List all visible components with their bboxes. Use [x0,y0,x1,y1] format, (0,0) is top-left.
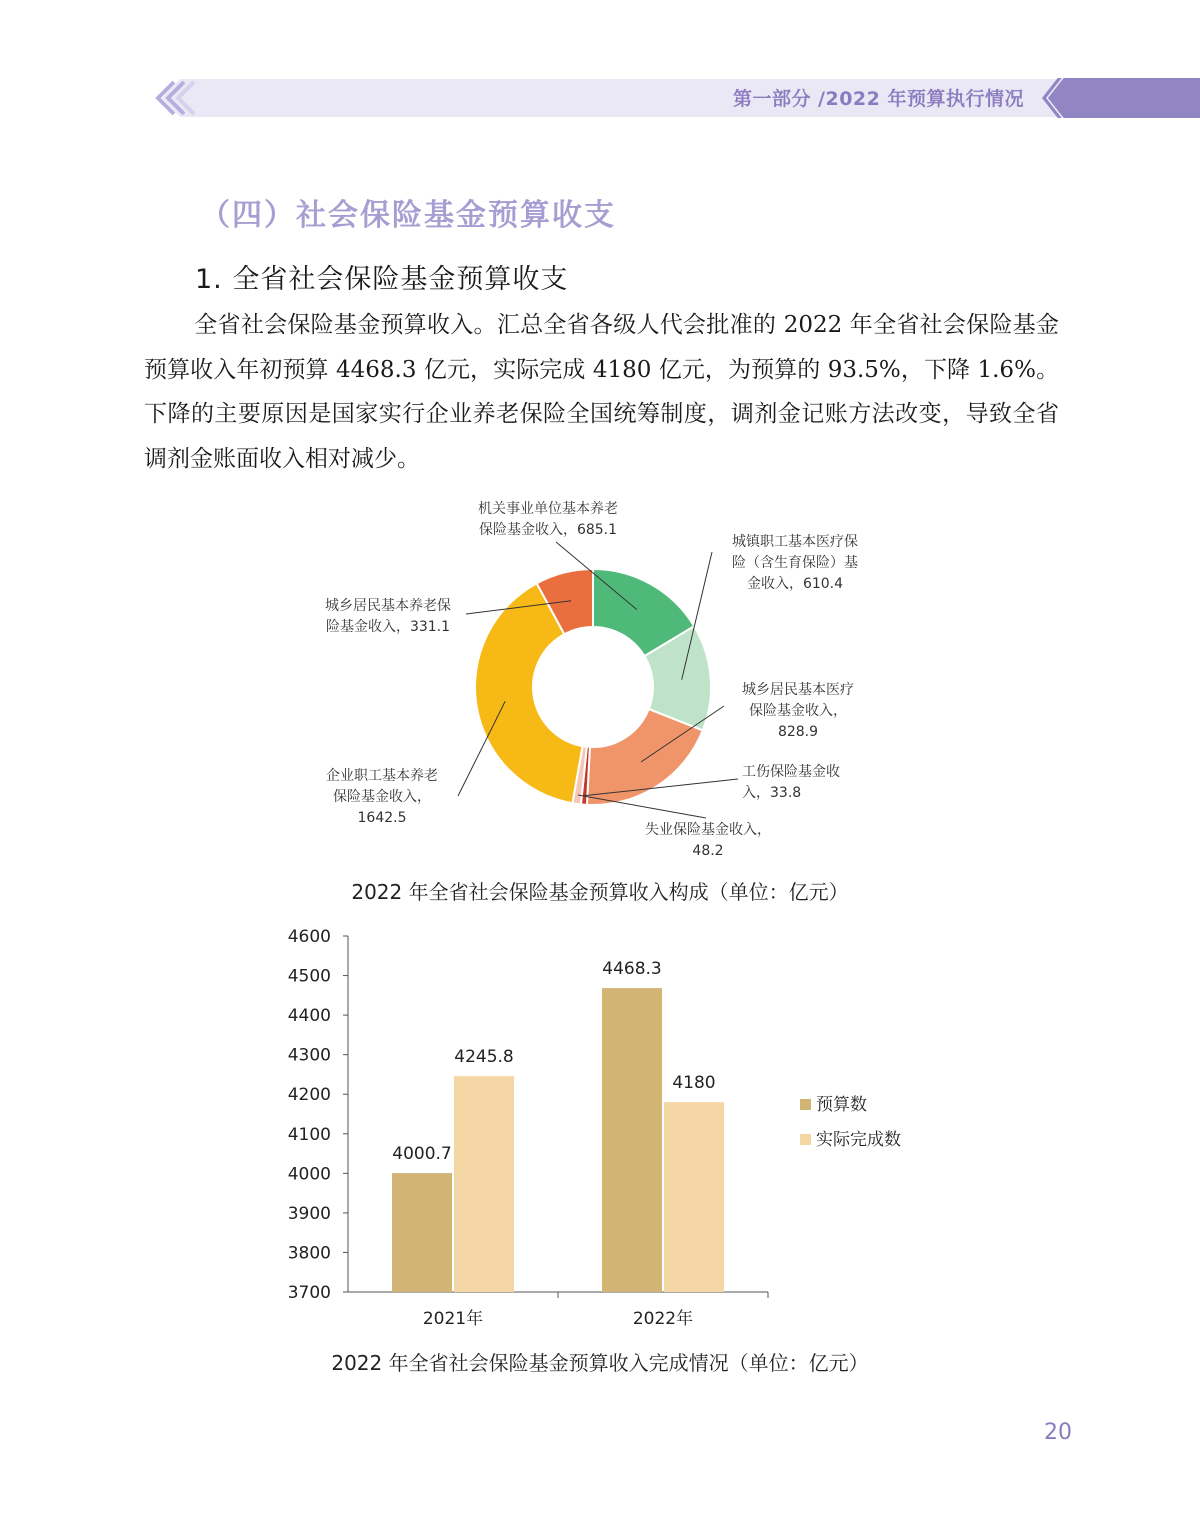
x-category-label: 2022年 [632,1309,694,1329]
donut-slice-label: 48.2 [692,843,724,859]
bar-data-label: 4468.3 [602,959,662,980]
legend-label: 实际完成数 [816,1130,901,1150]
y-tick-label: 4100 [287,1124,331,1145]
bar-data-label: 4180 [672,1073,716,1094]
donut-slice-label: 城乡居民基本医疗 [742,682,854,698]
donut-slice-label: 机关事业单位基本养老 [478,501,618,517]
y-tick-label: 4500 [287,966,331,987]
donut-slice-label: 城乡居民基本养老保 [325,598,451,614]
bar-chart [0,920,1200,1340]
bar [454,1076,514,1292]
bar [392,1173,452,1292]
donut-slice-label: 保险基金收入， [333,789,431,805]
legend-label: 预算数 [816,1095,867,1115]
donut-slice-label: 企业职工基本养老 [326,768,438,784]
donut-slice-label: 入，33.8 [742,785,802,801]
donut-chart-caption: 2022 年全省社会保险基金预算收入构成（单位：亿元） [351,880,849,904]
y-tick-label: 4300 [287,1045,331,1066]
donut-slice-label: 保险基金收入，685.1 [478,522,618,538]
donut-slice-label: 保险基金收入， [749,703,847,719]
bar [602,988,662,1292]
sub-title: 1. 全省社会保险基金预算收支 [195,264,569,295]
donut-slice-label: 1642.5 [357,810,407,826]
legend-swatch [800,1134,811,1145]
donut-leader-line [578,795,706,818]
page-number: 20 [1044,1420,1072,1445]
y-tick-label: 3900 [287,1203,331,1224]
y-tick-label: 3800 [287,1243,331,1264]
donut-slice-label: 失业保险基金收入， [645,822,771,838]
bar-data-label: 4245.8 [454,1047,514,1068]
y-tick-label: 3700 [287,1283,331,1303]
section-title: （四）社会保险基金预算收支 [200,198,616,233]
donut-chart [0,490,1200,870]
legend-swatch [800,1099,811,1110]
bar [664,1102,724,1292]
y-tick-label: 4200 [287,1085,331,1106]
header-band [150,78,1200,118]
donut-slice [587,709,703,805]
paragraph-text: 全省社会保险基金预算收入。汇总全省各级人代会批准的 2022 年全省社会保险基金预算收入年初预算 4468.3 亿元，实际完成 4180 亿元，为预算的 93.5%，下降 1.6%。下降的主要原因是国家实行企业养老保险全国统筹制度，调剂金记账方法改变，导致全省调剂金账面收入相对减少。 [144,312,1059,472]
y-tick-label: 4400 [287,1006,331,1027]
donut-slice-label: 828.9 [777,724,819,740]
bar-chart-caption: 2022 年全省社会保险基金预算收入完成情况（单位：亿元） [331,1351,869,1375]
y-tick-label: 4000 [287,1164,331,1185]
donut-slice-label: 工伤保险基金收 [742,764,840,780]
body-paragraph [144,303,1059,481]
donut-slice-label: 险基金收入，331.1 [325,619,451,635]
donut-slice-label: 金收入，610.4 [746,576,844,592]
header-title: 第一部分 /2022 年预算执行情况 [732,88,1024,110]
donut-slice-label: 险（含生育保险）基 [732,555,858,571]
x-category-label: 2021年 [422,1309,484,1329]
donut-slice-label: 城镇职工基本医疗保 [732,534,858,550]
y-tick-label: 4600 [287,927,331,947]
bar-data-label: 4000.7 [392,1144,452,1165]
